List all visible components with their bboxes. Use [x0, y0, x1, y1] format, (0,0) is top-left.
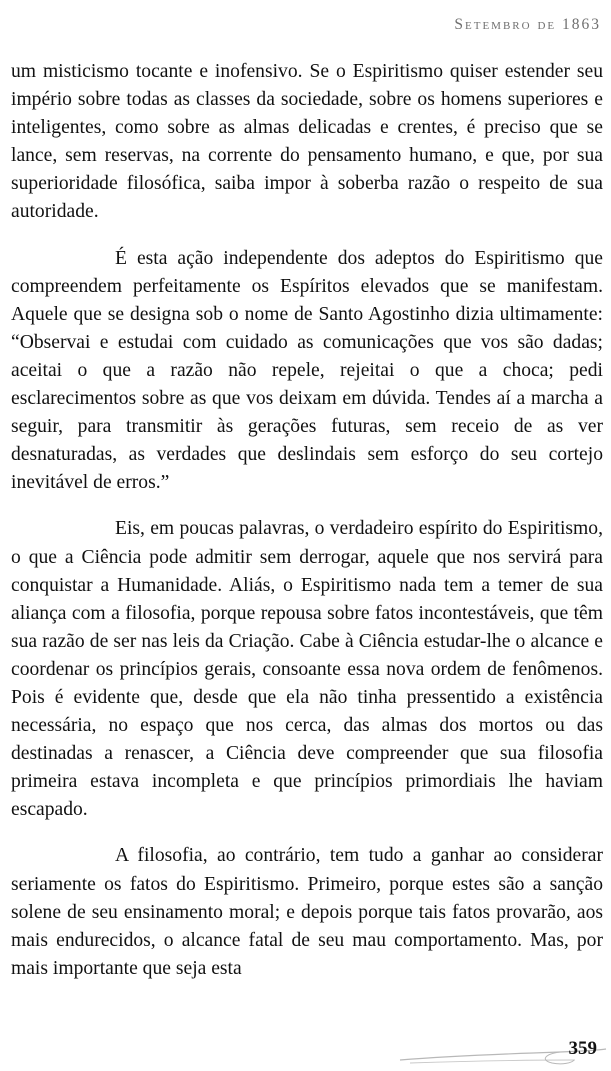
page-footer [0, 1030, 611, 1071]
paragraph-1: um misticismo tocante e inofensivo. Se o Espiritismo quiser estender seu império sobre todas as classes da sociedade, sobre os homens superiores e inteligentes, como sobre as almas delicadas e crentes, é preciso que se lance, sem reservas, na corrente do pensamento humano, e que, por sua superioridade filosófica, saiba impor à soberba razão o respeito de sua autoridade. [11, 61, 603, 223]
running-header: Setembro de 1863 [454, 16, 601, 33]
swash-ornament-icon [0, 1030, 611, 1071]
body-text [11, 58, 603, 1001]
paragraph-3: Eis, em poucas palavras, o verdadeiro espírito do Espiritismo, o que a Ciência pode admitir sem derrogar, aquele que nos servirá para conquistar a Humanidade. Aliás, o Espiritismo nada tem a temer de sua aliança com a filosofia, porque repousa sobre fatos incontestáveis, que têm sua razão de ser nas leis da Criação. Cabe à Ciência estudar-lhe o alcance e coordenar os princípios gerais, consoante essa nova ordem de fenômenos. Pois é evidente que, desde que ela não tinha pressentido a existência necessária, no espaço que nos cerca, das almas dos mortos ou das destinadas a renascer, a Ciência deve compreender que sua filosofia primeira estava incompleta e que princípios primordiais lhe haviam escapado. [11, 518, 603, 821]
page-number: 359 [568, 1038, 597, 1059]
paragraph-2: É esta ação independente dos adeptos do Espiritismo que compreendem perfeitamente os Espíritos elevados que se manifestam. Aquele que se designa sob o nome de Santo Agostinho dizia ultimamente: “Observai e estudai com cuidado as comunicações que vos são dadas; aceitai o que a razão não repele, rejeitai o que a choca; pedi esclarecimentos sobre as que vos deixam em dúvida. Tendes aí a marcha a seguir, para transmitir às gerações futuras, sem receio de as ver desnaturadas, as verdades que deslindais sem esforço do seu cortejo inevitável de erros.” [11, 247, 603, 494]
paragraph-4: A filosofia, ao contrário, tem tudo a ganhar ao considerar seriamente os fatos do Espiritismo. Primeiro, porque estes são a sanção solene de seu ensinamento moral; e depois porque tais fatos provarão, aos mais endurecidos, o alcance fatal de seu mau comportamento. Mas, por mais importante que seja esta [11, 845, 603, 979]
